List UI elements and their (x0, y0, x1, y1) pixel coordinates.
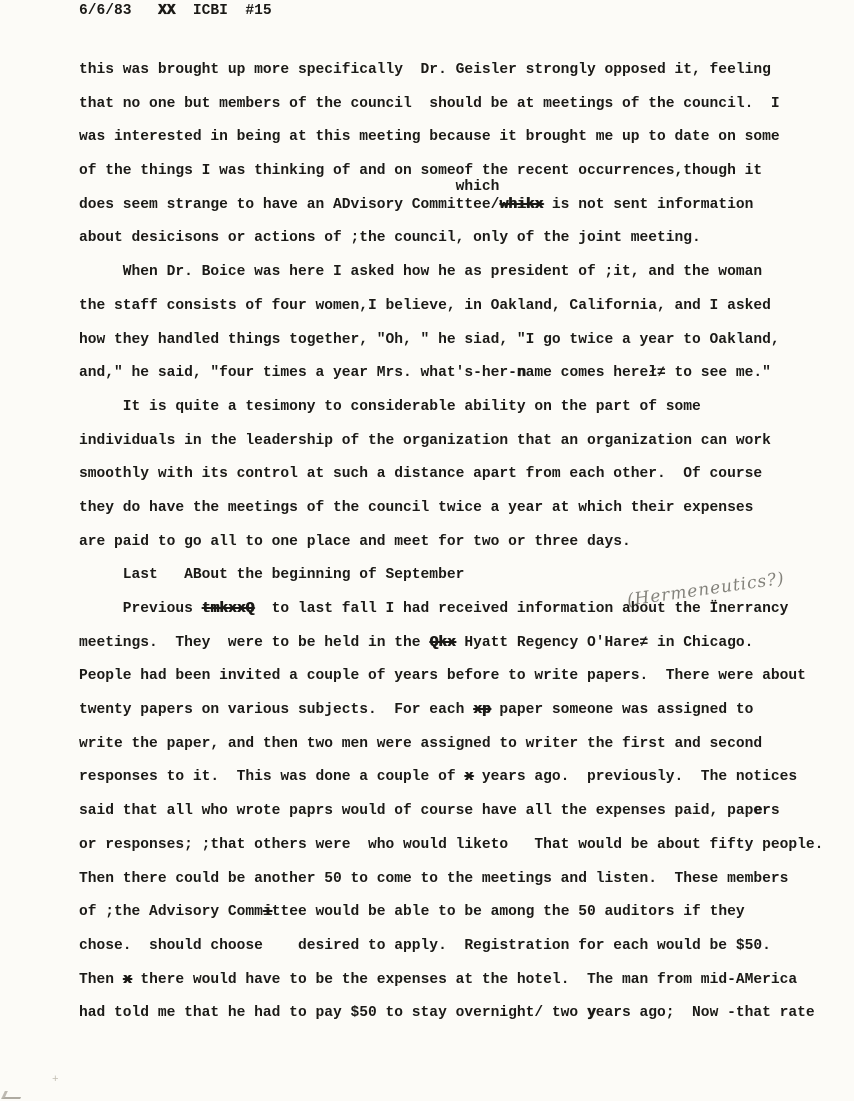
typewritten-line (79, 425, 844, 459)
interlinear-insertion: which (455, 178, 500, 195)
text-segment: Qkx (429, 634, 456, 651)
text-segment: responses to it. This was done a couple of (79, 769, 465, 786)
handwritten-annotation: (Hermeneutics?) (625, 568, 787, 611)
text-segment: ears ago; Now -that rate (595, 1005, 815, 1022)
typewritten-line (79, 178, 844, 223)
text-segment: how they handled things together, "Oh, " he siad, "I go twice a year to Oakland, (79, 331, 780, 348)
text-segment: about desicisons or actions of ;the council, only of the joint meeting. (79, 230, 701, 247)
text-segment: Last ABout the beginning of September (79, 567, 465, 584)
text-segment: paper someone was assigned to (490, 702, 754, 719)
registration-plus-mark: + (52, 1074, 59, 1086)
typewritten-line (79, 694, 844, 728)
text-segment: Hyatt Regency O'Hare≠ in Chicago. (455, 634, 754, 651)
text-segment: said that all who wrote paprs would of course have all the expenses paid, pap (79, 803, 754, 820)
text-segment: and," he said, "four times a year Mrs. what's-her- (79, 365, 517, 382)
text-segment: e (753, 803, 763, 820)
text-segment: tmkxxQ (201, 601, 255, 617)
text-segment: individuals in the leadership of the organization that an organization can work (79, 432, 771, 449)
text-segment: x (464, 769, 474, 786)
typewritten-line (79, 54, 844, 88)
text-segment: x (122, 971, 132, 988)
text-segment: xp (473, 702, 491, 719)
text-segment: Then there could be another 50 to come to the meetings and listen. These members (79, 870, 789, 887)
text-segment: meetings. They were to be held in the (79, 634, 430, 651)
document-header (79, 1, 272, 21)
text-segment: Previous (79, 601, 202, 617)
typewritten-line (79, 896, 844, 930)
typewritten-line (79, 761, 844, 795)
typewritten-line (79, 863, 844, 897)
text-segment: to see me." (665, 365, 771, 382)
text-segment: ame comes here (525, 365, 649, 382)
typewritten-line (79, 391, 844, 425)
typewritten-line (79, 728, 844, 762)
text-segment: y (586, 1005, 596, 1022)
typewritten-line (79, 526, 844, 560)
typewritten-line (79, 222, 844, 256)
text-segment: write the paper, and then two men were assigned to writer the first and second (79, 735, 763, 752)
typewritten-line (79, 593, 844, 627)
typewritten-line (79, 357, 844, 391)
text-segment: ttee would be able to be among the 50 auditors if they (271, 904, 745, 921)
text-segment: When Dr. Boice was here I asked how he as president of ;it, and the woman (79, 264, 763, 281)
typewritten-line (79, 256, 844, 290)
typewritten-line (79, 829, 844, 863)
text-segment: People had been invited a couple of years before to write papers. There were about (79, 668, 806, 685)
text-segment: smoothly with its control at such a distance apart from each other. Of course (79, 466, 763, 483)
text-segment: that no one but members of the council should be at meetings of the council. I (79, 95, 780, 112)
text-segment: there would have to be the expenses at the hotel. The man from mid-AMerica (131, 971, 798, 988)
text-segment: was interested in being at this meeting because it brought me up to date on some (79, 129, 780, 146)
text-segment: had told me that he had to pay $50 to stay overnight/ two (79, 1005, 587, 1022)
text-segment: ł≠ (648, 365, 666, 382)
text-segment: chose. should choose desired to apply. Registration for each would be $50. (79, 937, 771, 954)
text-segment: whikx (499, 196, 544, 213)
typewritten-line (79, 324, 844, 358)
text-segment: to last fall I had received information about the Ïnerrancy (254, 601, 789, 617)
text-segment: are paid to go all to one place and meet for two or three days. (79, 533, 631, 550)
typewritten-lines (79, 54, 844, 1031)
text-segment: rs (762, 803, 780, 820)
text-segment: of ;the Advisory Comm (79, 904, 263, 921)
text-segment: is not sent information (543, 196, 754, 213)
text-segment: Then (79, 971, 123, 988)
text-segment: 6/6/83 (79, 3, 158, 19)
text-segment: they do have the meetings of the council twice a year at which their expenses (79, 499, 754, 516)
text-segment: XX (157, 3, 176, 19)
text-segment: of the things I was thinking of and on someof the recent occurrences,though it (79, 163, 763, 180)
text-segment: this was brought up more specifically Dr. Geisler strongly opposed it, feeling (79, 62, 771, 78)
typewritten-line (79, 660, 844, 694)
text-segment: n (516, 365, 526, 382)
text-segment: ICBI #15 (175, 3, 272, 19)
typewritten-line (79, 997, 844, 1031)
typewritten-line (79, 795, 844, 829)
text-segment: or responses; ;that others were who would liketo That would be about fifty people. (79, 836, 824, 853)
text-segment: It is quite a tesimony to considerable ability on the part of some (79, 398, 701, 415)
typewritten-line (79, 290, 844, 324)
typewritten-line (79, 458, 844, 492)
typewritten-line (79, 964, 844, 998)
page-corner-mark (1, 1091, 24, 1099)
text-segment: the staff consists of four women,I believe, in Oakland, California, and I asked (79, 297, 771, 314)
typewritten-line (79, 930, 844, 964)
text-segment: does seem strange to have an ADvisory Committee/ (79, 196, 500, 213)
typewritten-line (79, 627, 844, 661)
typewritten-line (79, 88, 844, 122)
typewritten-line (79, 121, 844, 155)
text-segment: years ago. previously. The notices (473, 769, 798, 786)
typewritten-line (79, 492, 844, 526)
text-segment: twenty papers on various subjects. For each (79, 702, 474, 719)
text-segment: i (262, 904, 272, 921)
